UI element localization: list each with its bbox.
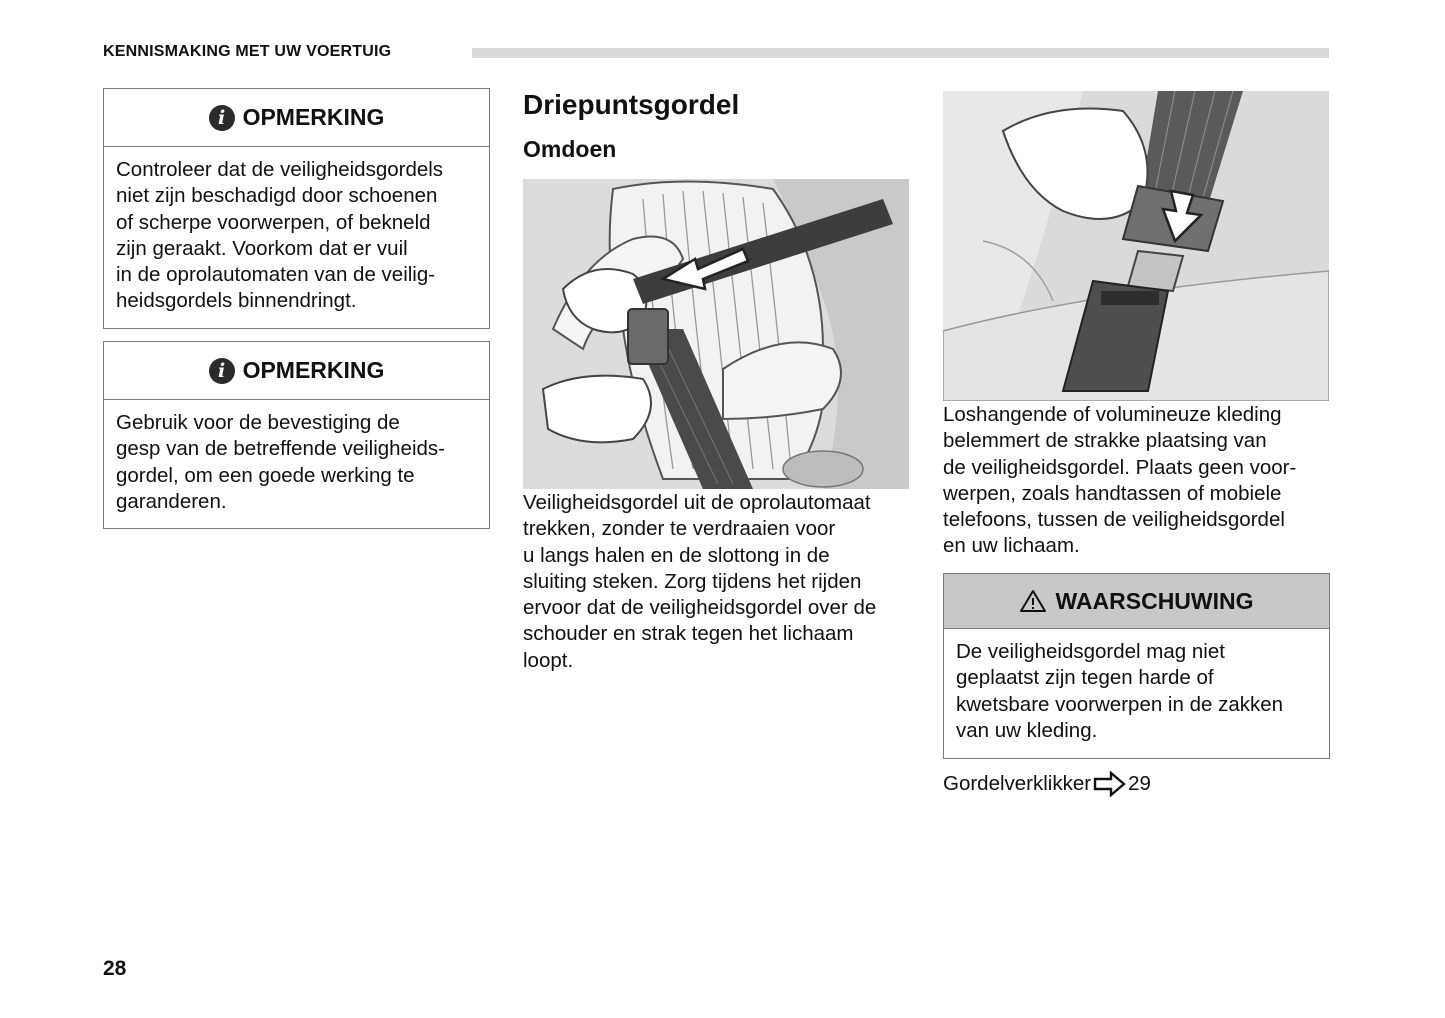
- info-icon: i: [209, 358, 235, 384]
- paragraph-line: Veiligheidsgordel uit de oprolautomaat: [523, 491, 871, 514]
- paragraph-line: ervoor dat de veiligheidsgordel over de: [523, 596, 877, 620]
- running-header: KENNISMAKING MET UW VOERTUIG: [103, 43, 392, 60]
- section-title: Driepuntsgordel: [523, 89, 740, 120]
- note-1-line: in de oprolautomaten van de veilig-: [116, 263, 436, 287]
- paragraph-line: sluiting steken. Zorg tijdens het rijden: [523, 569, 862, 593]
- buckle-insert-illustration: [943, 91, 1329, 401]
- note-2-line: gesp van de betreffende veiligheids-: [116, 437, 445, 461]
- note-2-line: Gebruik voor de bevestiging de: [116, 411, 400, 434]
- warning-body: [944, 629, 1329, 756]
- note-1-line: heidsgordels binnendringt.: [116, 289, 357, 313]
- note-1-line: of scherpe voorwerpen, of bekneld: [116, 210, 431, 234]
- note-1-line: Controleer dat de veiligheidsgordels: [116, 158, 444, 181]
- note-2-line: gordel, om een goede werking te: [116, 463, 415, 487]
- note-box-1: [103, 88, 490, 329]
- seatbelt-pull-illustration: [523, 179, 909, 489]
- note-1-line: zijn geraakt. Voorkom dat er vuil: [116, 236, 408, 260]
- warning-box: [943, 573, 1330, 759]
- note-header-2: [104, 342, 489, 400]
- clothing-advice: [943, 402, 1296, 560]
- cross-reference-label: Gordelverklikker: [943, 772, 1092, 795]
- cross-reference[interactable]: [943, 771, 1151, 797]
- warning-line: kwetsbare voorwerpen in de zakken: [956, 692, 1284, 716]
- note-1-line: niet zijn beschadigd door schoenen: [116, 184, 438, 208]
- info-icon: i: [209, 105, 235, 131]
- paragraph-line: trekken, zonder te verdraaien voor: [523, 517, 836, 541]
- note-header-1: [104, 89, 489, 147]
- arrow-right-icon: [1093, 771, 1127, 797]
- warning-line: van uw kleding.: [956, 718, 1098, 742]
- paragraph-line: belemmert de strakke plaatsing van: [943, 429, 1267, 453]
- warning-header: [944, 574, 1329, 629]
- warning-line: De veiligheidsgordel mag niet: [956, 640, 1225, 663]
- note-2-line: garanderen.: [116, 489, 227, 513]
- paragraph-line: en uw lichaam.: [943, 534, 1080, 558]
- section-subtitle: Omdoen: [523, 136, 617, 162]
- note-body-2: [104, 400, 489, 527]
- paragraph-line: de veiligheidsgordel. Plaats geen voor-: [943, 455, 1297, 479]
- note-body-1: [104, 147, 489, 327]
- paragraph-line: schouder en strak tegen het lichaam: [523, 622, 854, 646]
- warning-line: geplaatst zijn tegen harde of: [956, 666, 1214, 690]
- warning-triangle-icon: [1019, 589, 1047, 613]
- paragraph-line: Loshangende of volumineuze kleding: [943, 403, 1282, 426]
- paragraph-line: u langs halen en de slottong in de: [523, 543, 830, 567]
- page-number: 28: [103, 957, 127, 980]
- buckling-instructions: [523, 490, 876, 674]
- note-heading-1: OPMERKING: [242, 104, 385, 130]
- paragraph-line: werpen, zoals handtassen of mobiele: [943, 481, 1282, 505]
- note-heading-2: OPMERKING: [242, 357, 385, 383]
- note-box-2: [103, 341, 490, 529]
- header-rule: [472, 48, 1329, 58]
- warning-heading: WAARSCHUWING: [1055, 587, 1254, 614]
- paragraph-line: loopt.: [523, 648, 574, 672]
- paragraph-line: telefoons, tussen de veiligheidsgordel: [943, 508, 1285, 532]
- cross-reference-page: 29: [1128, 772, 1151, 795]
